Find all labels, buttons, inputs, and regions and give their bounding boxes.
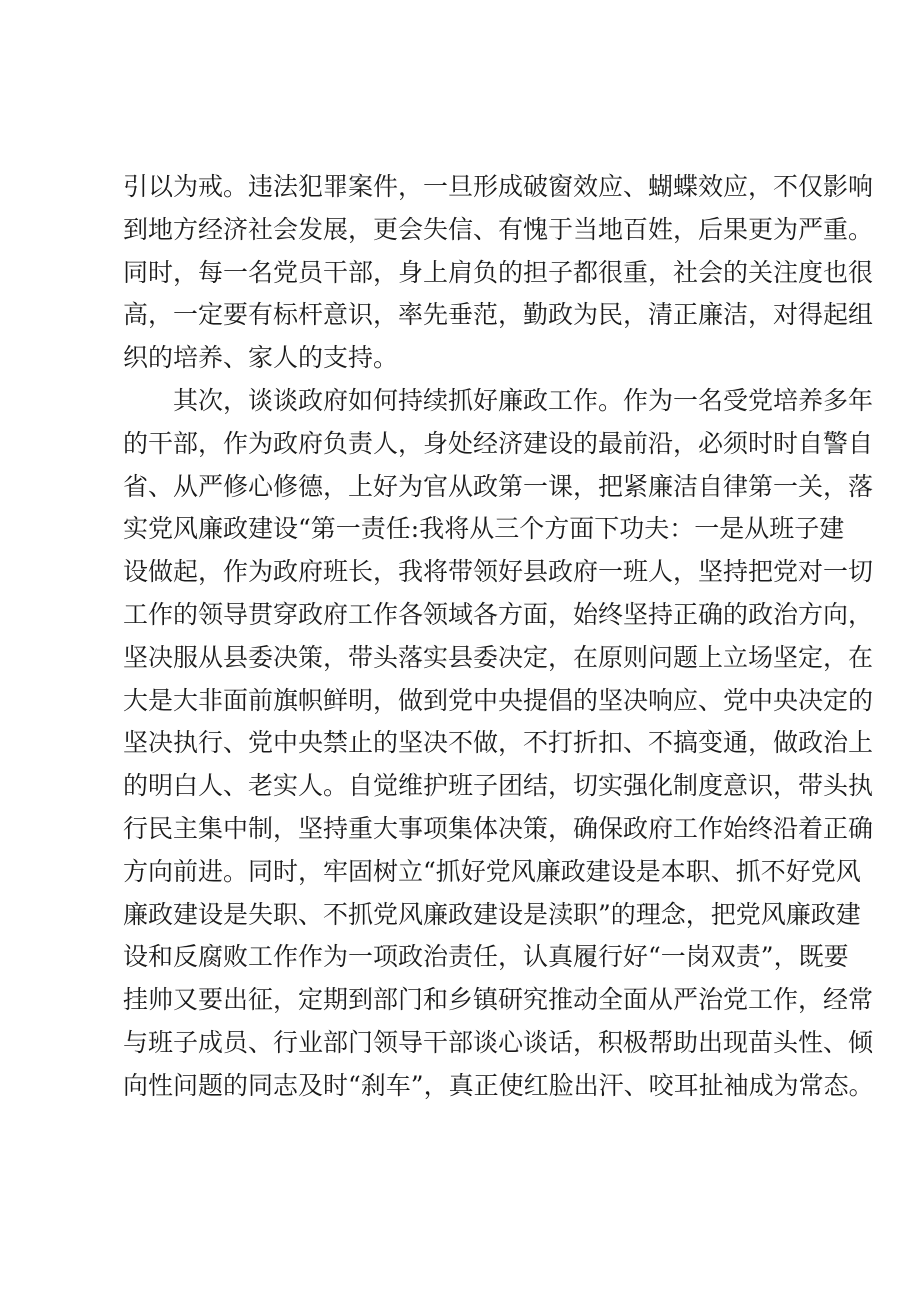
text-line: 织的培养、家人的支持。 [123, 343, 399, 373]
text-line: 其次，谈谈政府如何持续抓好廉政工作。作为一名受党培养多年 [173, 385, 874, 415]
text-line: 坚决执行、党中央禁止的坚决不做，不打折扣、不搞变通，做政治上 [123, 728, 874, 758]
text-line: 设和反腐败工作作为一项政治责任，认真履行好“一岗双责”，既要 [123, 942, 849, 972]
text-line: 与班子成员、行业部门领导干部谈心谈话，积极帮助出现苗头性、倾 [123, 1027, 874, 1057]
paragraph-1 [123, 166, 874, 380]
text-line: 向性问题的同志及时“刹车”，真正使红脸出汗、咬耳扯袖成为常态。 [123, 1070, 874, 1100]
text-line: 廉政建设是失职、不抓党风廉政建设是渎职”的理念，把党风廉政建 [123, 899, 861, 929]
text-line: 同时，每一名党员干部，身上肩负的担子都很重，社会的关注度也很 [123, 257, 874, 287]
paragraph-2 [123, 380, 874, 1108]
text-line: 实党风廉政建设“第一责任:我将从三个方面下功夫：一是从班子建 [123, 514, 845, 544]
text-line: 的干部，作为政府负责人，身处经济建设的最前沿，必须时时自警自 [123, 428, 874, 458]
text-line: 方向前进。同时，牢固树立“抓好党风廉政建设是本职、抓不好党风 [123, 856, 861, 886]
text-line: 行民主集中制，坚持重大事项集体决策，确保政府工作始终沿着正确 [123, 813, 874, 843]
text-line: 引以为戒。违法犯罪案件，一旦形成破窗效应、蝴蝶效应，不仅影响 [123, 172, 874, 201]
text-line: 省、从严修心修德，上好为官从政第一课，把紧廉洁自律第一关，落 [123, 471, 874, 501]
text-line: 高，一定要有标杆意识，率先垂范，勤政为民，清正廉洁，对得起组 [123, 300, 874, 330]
text-line: 挂帅又要出征，定期到部门和乡镇研究推动全面从严治党工作，经常 [123, 985, 874, 1015]
text-line: 坚决服从县委决策，带头落实县委决定，在原则问题上立场坚定，在 [123, 642, 874, 672]
text-line: 大是大非面前旗帜鲜明，做到党中央提倡的坚决响应、党中央决定的 [123, 685, 874, 715]
body-text [123, 166, 874, 1108]
text-line: 的明白人、老实人。自觉维护班子团结，切实强化制度意识，带头执 [123, 771, 874, 801]
text-line: 工作的领导贯穿政府工作各领域各方面，始终坚持正确的政治方向， [123, 599, 874, 629]
text-line: 设做起，作为政府班长，我将带领好县政府一班人，坚持把党对一切 [123, 557, 874, 587]
text-line: 到地方经济社会发展，更会失信、有愧于当地百姓，后果更为严重。 [123, 214, 874, 244]
